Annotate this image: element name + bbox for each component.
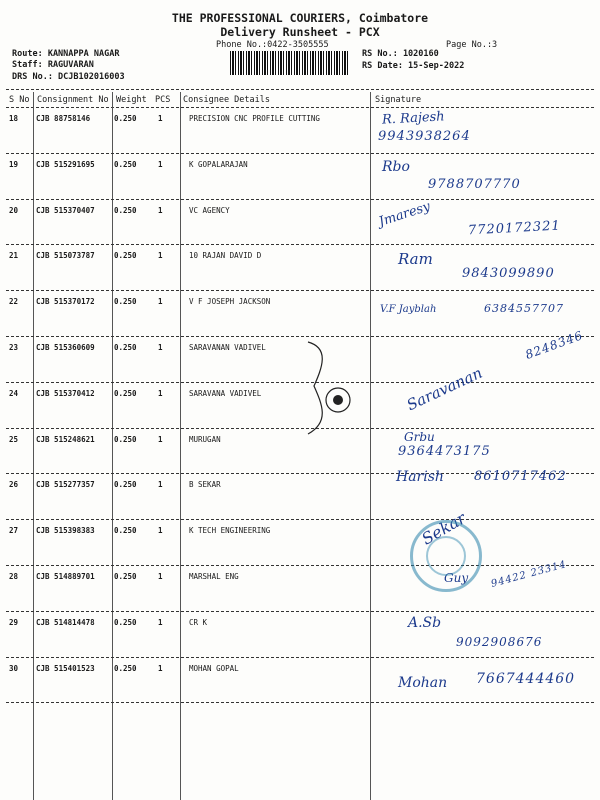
row-pcs: 1 <box>158 343 163 352</box>
company-title: THE PROFESSIONAL COURIERS, Coimbatore <box>171 11 429 25</box>
row-divider <box>6 153 594 154</box>
row-signature: Jmaresy <box>376 198 433 230</box>
row-sno: 18 <box>9 114 19 123</box>
col-pcs: PCS <box>155 95 171 105</box>
rs-date: RS Date: 15-Sep-2022 <box>362 61 465 71</box>
row-phone-handwritten: 9788707770 <box>428 176 521 192</box>
row-weight: 0.250 <box>114 251 137 261</box>
row-sno: 24 <box>9 388 19 398</box>
header-bottom-rule <box>6 107 594 108</box>
runsheet-subtitle: Delivery Runsheet - PCX <box>220 25 380 39</box>
row-signature: Rbo <box>382 158 410 175</box>
row-divider <box>6 336 594 337</box>
row-weight: 0.250 <box>114 434 137 444</box>
row-weight: 0.250 <box>114 114 137 123</box>
row-sno: 23 <box>9 343 19 352</box>
row-weight: 0.250 <box>114 159 137 169</box>
row-phone-handwritten: 6384557707 <box>484 302 564 316</box>
row-pcs: 1 <box>158 251 163 261</box>
row-divider <box>6 702 594 703</box>
row-consignment: CJB 515248621 <box>36 434 95 444</box>
row-pcs: 1 <box>158 663 163 673</box>
row-consignment: CJB 88758146 <box>36 114 91 123</box>
row-weight: 0.250 <box>114 572 137 581</box>
row-consignee: MURUGAN <box>189 434 221 444</box>
header-top-rule <box>6 89 594 90</box>
row-weight: 0.250 <box>114 297 137 307</box>
col-consignment: Consignment No <box>37 95 109 105</box>
row-consignee: B SEKAR <box>189 480 221 490</box>
row-divider <box>6 657 594 658</box>
drs-number: DRS No.: DCJB102016003 <box>12 72 125 82</box>
row-consignment: CJB 515370407 <box>36 205 95 215</box>
row-pcs: 1 <box>158 480 163 490</box>
row-signature: Mohan <box>398 674 448 691</box>
col-signature: Signature <box>375 95 422 105</box>
company-stamp-inner <box>426 536 466 576</box>
row-pcs: 1 <box>158 526 163 536</box>
row-consignment: CJB 514814478 <box>36 617 95 627</box>
row-sno: 19 <box>9 159 19 169</box>
row-weight: 0.250 <box>114 343 137 352</box>
row-divider <box>6 199 594 200</box>
row-consignment: CJB 515073787 <box>36 251 95 261</box>
row-divider <box>6 565 594 566</box>
row-sno: 22 <box>9 297 19 307</box>
row-consignee: K TECH ENGINEERING <box>189 526 271 536</box>
row-sno: 26 <box>9 480 19 490</box>
row-consignment: CJB 515277357 <box>36 480 95 490</box>
row-consignment: CJB 514889701 <box>36 572 95 581</box>
row-phone-handwritten: 7720172321 <box>467 218 562 239</box>
row-consignee: CR K <box>189 617 208 627</box>
row-phone-handwritten: 8610717462 <box>474 469 567 485</box>
row-sno: 28 <box>9 572 19 581</box>
row-divider <box>6 244 594 245</box>
row-weight: 0.250 <box>114 617 137 627</box>
row-divider <box>6 519 594 520</box>
row-pcs: 1 <box>158 297 163 307</box>
staff-label: Staff: RAGUVARAN <box>12 60 94 70</box>
row-phone-handwritten: 9943938264 <box>378 129 471 144</box>
row-phone-handwritten: 9092908676 <box>456 634 543 649</box>
row-consignee: 10 RAJAN DAVID D <box>189 251 262 261</box>
row-signature: Ram <box>398 250 433 269</box>
row-signature: A.Sb <box>408 614 442 631</box>
row-phone-handwritten: 7667444460 <box>476 670 576 687</box>
col-weight: Weight <box>116 95 147 105</box>
col-sno: S No <box>9 95 30 105</box>
row-divider <box>6 290 594 291</box>
row-consignment: CJB 515398383 <box>36 526 95 536</box>
row-phone-handwritten: 94422 23314 <box>489 559 568 590</box>
row-consignment: CJB 515401523 <box>36 663 95 673</box>
row-pcs: 1 <box>158 617 163 627</box>
row-sno: 21 <box>9 251 19 261</box>
row-weight: 0.250 <box>114 388 137 398</box>
page-number: Page No.:3 <box>446 40 498 50</box>
row-consignee: VC AGENCY <box>189 205 230 215</box>
row-sno: 25 <box>9 434 19 444</box>
row-sno: 20 <box>9 205 19 215</box>
row-signature: Harish <box>396 469 444 486</box>
row-weight: 0.250 <box>114 663 137 673</box>
row-consignee: SARAVANAN VADIVEL <box>189 343 266 352</box>
row-consignment: CJB 515360609 <box>36 343 95 352</box>
row-signature: Grbu <box>404 429 435 444</box>
row-weight: 0.250 <box>114 480 137 490</box>
phone-number: Phone No.:0422-3505555 <box>216 40 329 50</box>
row-consignee: K GOPALARAJAN <box>189 159 248 169</box>
row-pcs: 1 <box>158 388 163 398</box>
row-consignee: PRECISION CNC PROFILE CUTTING <box>189 114 320 123</box>
row-pcs: 1 <box>158 159 163 169</box>
row-consignment: CJB 515291695 <box>36 159 95 169</box>
row-pcs: 1 <box>158 434 163 444</box>
row-consignee: V F JOSEPH JACKSON <box>189 297 271 307</box>
row-consignee: MARSHAL ENG <box>189 572 239 581</box>
row-phone-handwritten: 9843099890 <box>462 266 555 282</box>
row-pcs: 1 <box>158 205 163 215</box>
row-pcs: 1 <box>158 114 163 123</box>
rs-number: RS No.: 1020160 <box>362 49 439 59</box>
row-divider <box>6 611 594 612</box>
row-sno: 27 <box>9 526 19 536</box>
row-sno: 29 <box>9 617 19 627</box>
brace-mark <box>300 338 360 438</box>
row-consignment: CJB 515370172 <box>36 297 95 307</box>
row-consignee: SARAVANA VADIVEL <box>189 388 262 398</box>
row-consignee: MOHAN GOPAL <box>189 663 239 673</box>
row-pcs: 1 <box>158 572 163 581</box>
barcode <box>230 51 350 75</box>
row-signature: V.F Jayblah <box>380 304 437 316</box>
col-consignee: Consignee Details <box>183 95 270 105</box>
row-phone-handwritten: 9364473175 <box>398 443 491 459</box>
row-sno: 30 <box>9 663 19 673</box>
route-label: Route: KANNAPPA NAGAR <box>12 49 120 59</box>
row-signature: Sekar <box>418 508 469 549</box>
row-signature: Saravanan <box>403 363 486 415</box>
row-phone-handwritten: 8248346 <box>523 328 586 362</box>
row-weight: 0.250 <box>114 205 137 215</box>
row-signature: R. Rajesh <box>381 109 446 128</box>
row-consignment: CJB 515370412 <box>36 388 95 398</box>
row-weight: 0.250 <box>114 526 137 536</box>
row-signature: Guy <box>444 571 469 585</box>
